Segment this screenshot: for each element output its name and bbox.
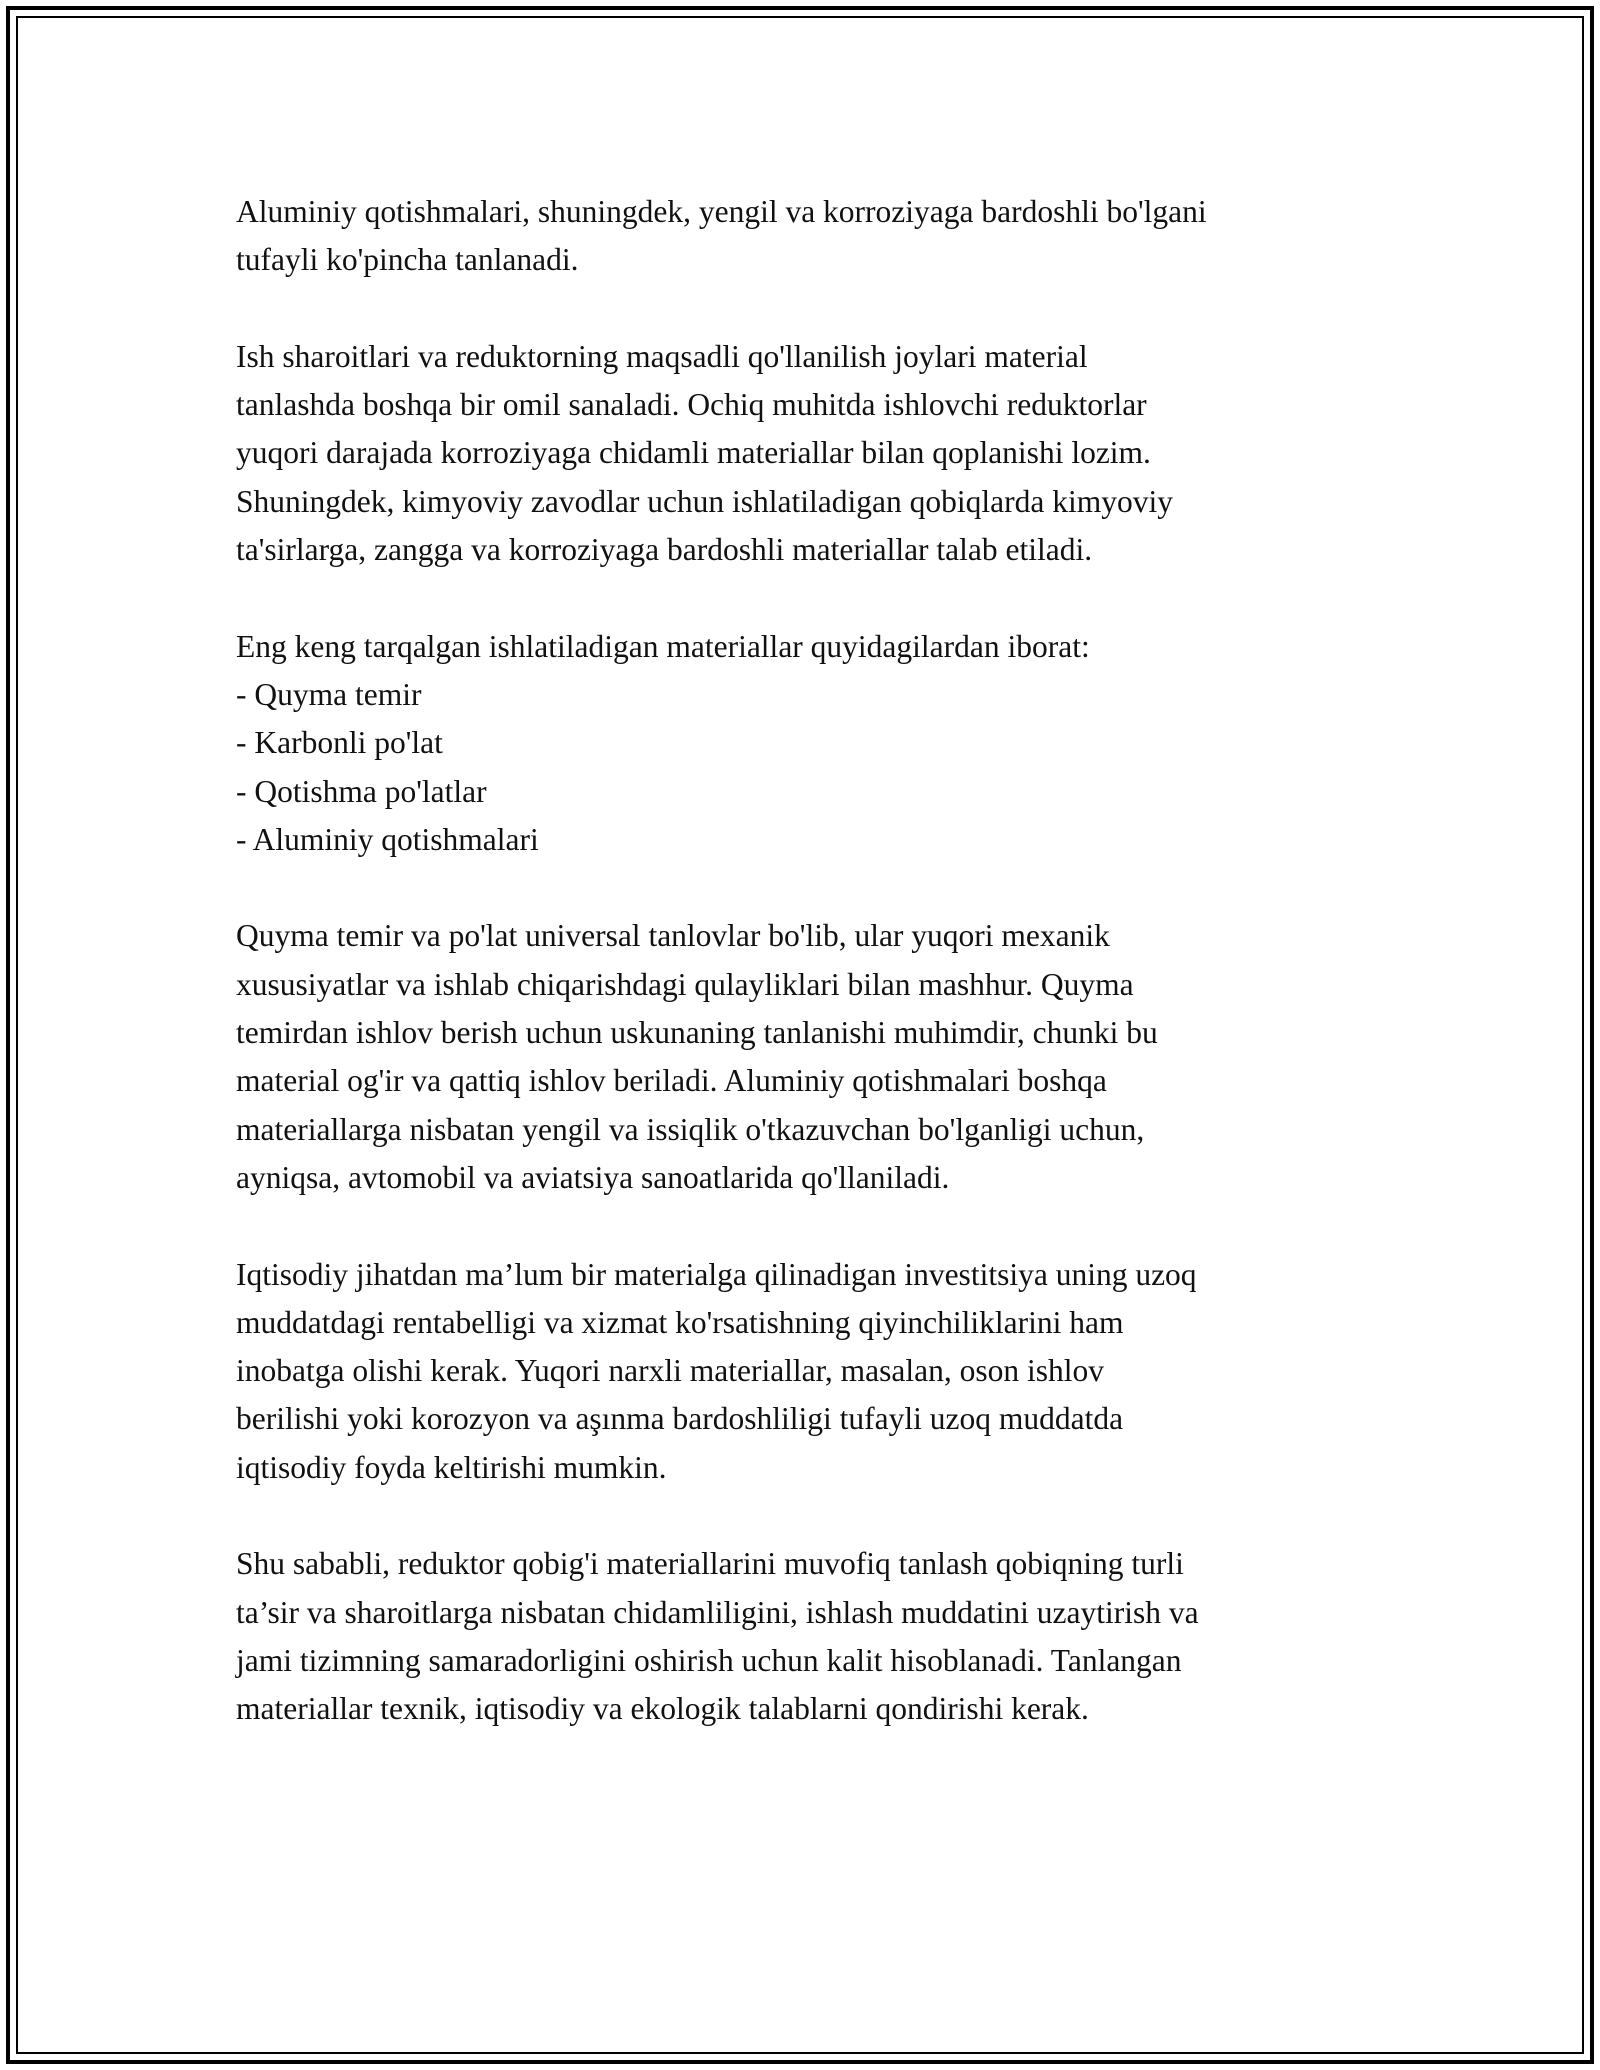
list-item: - Karbonli po'lat: [236, 725, 443, 761]
paragraph-conclusion: [236, 1540, 1376, 1733]
text-line: Shu sababli, reduktor qobig'i materiallarini muvofiq tanlash qobiqning turli: [236, 1546, 1184, 1582]
text-line: Aluminiy qotishmalari, shuningdek, yengil va korroziyaga bardoshli bo'lgani: [236, 194, 1207, 229]
list-item: - Aluminiy qotishmalari: [236, 821, 539, 857]
text-line: berilishi yoki korozyon va aşınma bardoshliligi tufayli uzoq muddatda: [236, 1401, 1124, 1437]
text-line: ayniqsa, avtomobil va aviatsiya sanoatlarida qo'llaniladi.: [236, 1159, 950, 1195]
text-line: tufayli ko'pincha tanlanadi.: [236, 242, 579, 278]
list-item: - Quyma temir: [236, 676, 422, 712]
paragraph-economics: [236, 1251, 1376, 1492]
paragraph-cast-iron-steel: [236, 912, 1376, 1202]
text-line: materiallar texnik, iqtisodiy va ekologik talablarni qondirishi kerak.: [236, 1691, 1089, 1727]
text-line: xususiyatlar va ishlab chiqarishdagi qulayliklari bilan mashhur. Quyma: [236, 966, 1134, 1002]
text-line: jami tizimning samaradorligini oshirish uchun kalit hisoblanadi. Tanlangan: [236, 1642, 1182, 1678]
text-line: Ish sharoitlari va reduktorning maqsadli qo'llanilish joylari material: [236, 338, 1088, 374]
text-line: ta'sirlarga, zangga va korroziyaga bardoshli materiallar talab etiladi.: [236, 532, 1093, 568]
text-line: ta’sir va sharoitlarga nisbatan chidamliligini, ishlash muddatini uzaytirish va: [236, 1594, 1199, 1630]
paragraph-aluminium-intro: [236, 188, 1376, 285]
text-line: inobatga olishi kerak. Yuqori narxli materiallar, masalan, oson ishlov: [236, 1353, 1104, 1389]
text-line: material og'ir va qattiq ishlov beriladi. Aluminiy qotishmalari boshqa: [236, 1063, 1107, 1099]
document-body: [236, 188, 1376, 1782]
text-line: tanlashda boshqa bir omil sanaladi. Ochiq muhitda ishlovchi reduktorlar: [236, 387, 1147, 423]
text-line: temirdan ishlov berish uchun uskunaning tanlanishi muhimdir, chunki bu: [236, 1015, 1158, 1051]
text-line: muddatdagi rentabelligi va xizmat ko'rsatishning qiyinchiliklarini ham: [236, 1304, 1124, 1340]
paragraph-materials-list: [236, 623, 1376, 864]
list-item: - Qotishma po'latlar: [236, 773, 487, 809]
text-line: Shuningdek, kimyoviy zavodlar uchun ishlatiladigan qobiqlarda kimyoviy: [236, 483, 1173, 519]
list-heading: Eng keng tarqalgan ishlatiladigan materiallar quyidagilardan iborat:: [236, 628, 1090, 664]
text-line: materiallarga nisbatan yengil va issiqlik o'tkazuvchan bo'lganligi uchun,: [236, 1111, 1145, 1147]
text-line: Quyma temir va po'lat universal tanlovlar bo'lib, ular yuqori mexanik: [236, 918, 1110, 954]
text-line: iqtisodiy foyda keltirishi mumkin.: [236, 1449, 667, 1485]
text-line: Iqtisodiy jihatdan ma’lum bir materialga qilinadigan investitsiya uning uzoq: [236, 1256, 1197, 1292]
paragraph-working-conditions: [236, 333, 1376, 574]
text-line: yuqori darajada korroziyaga chidamli materiallar bilan qoplanishi lozim.: [236, 435, 1151, 471]
